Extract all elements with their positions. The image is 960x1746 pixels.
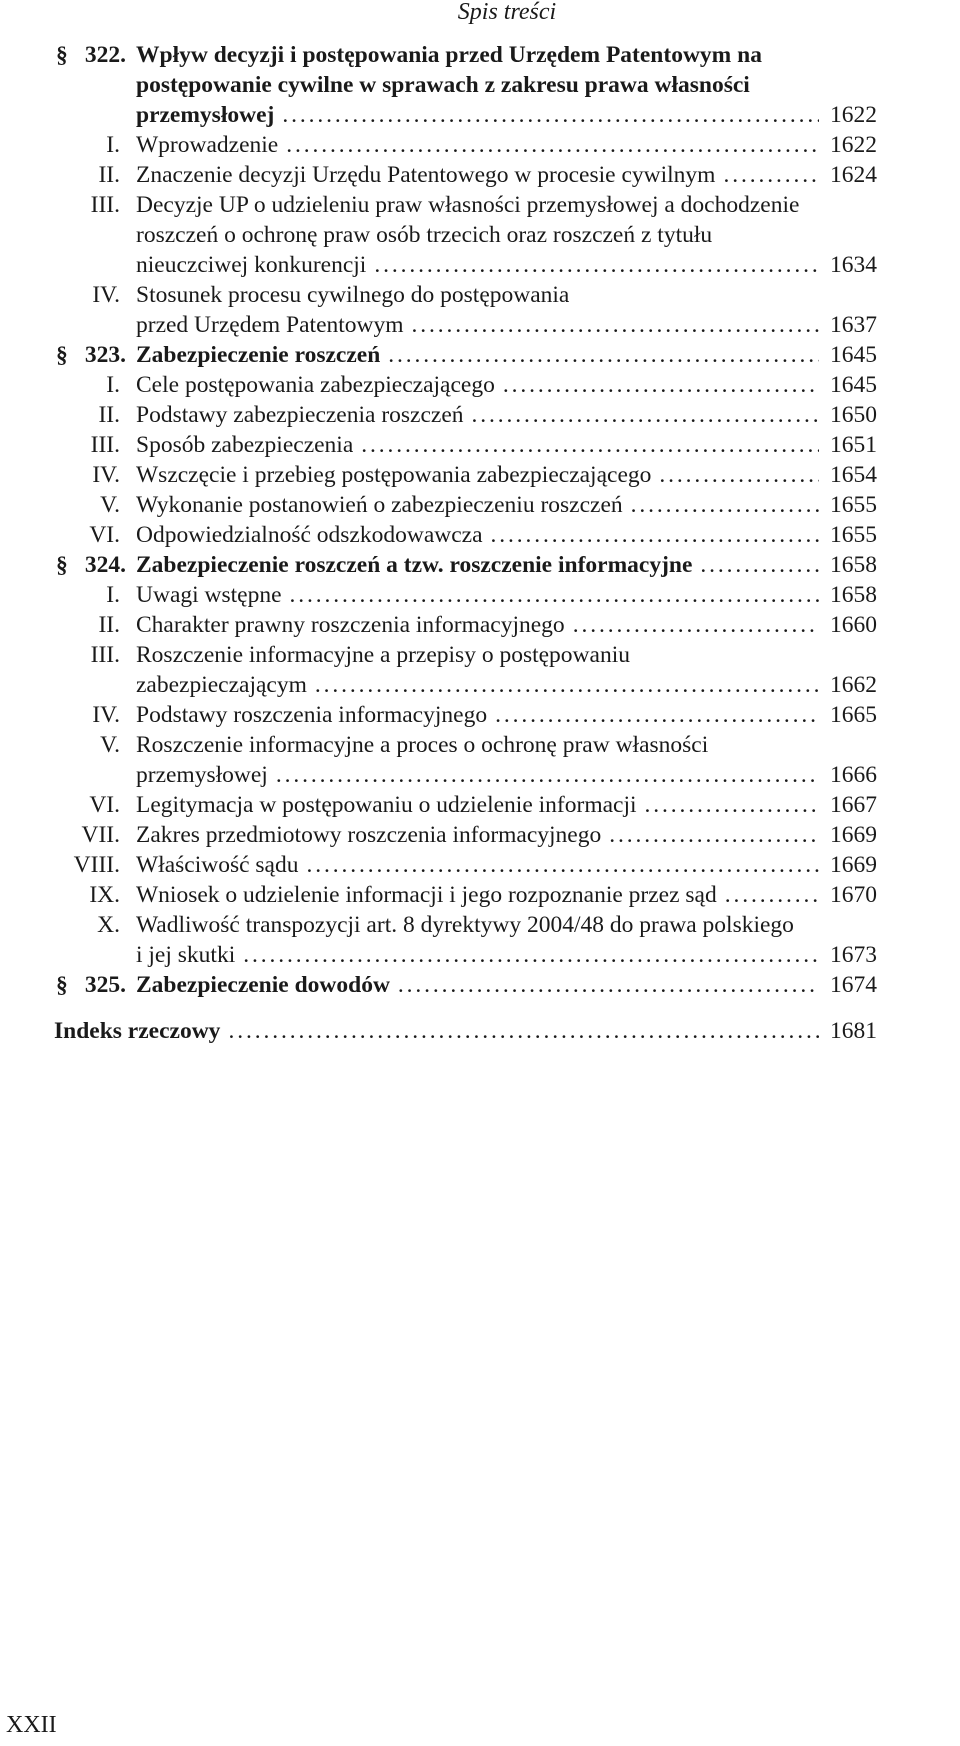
toc-entry-number: IX.	[89, 882, 120, 908]
toc-page-number: 1674	[830, 972, 877, 998]
dot-leader	[565, 610, 819, 640]
toc-entry-title: Podstawy roszczenia informacyjnego	[136, 702, 488, 728]
dot-leader	[464, 400, 819, 430]
toc-section-number: 325.	[84, 972, 126, 998]
running-header-title: Spis treści	[457, 0, 557, 25]
toc-entry-line	[136, 520, 877, 550]
dot-leader	[717, 880, 819, 910]
toc-index-entry[interactable]	[54, 1016, 877, 1046]
toc-entry-body	[136, 730, 877, 790]
toc-entry-line	[136, 130, 877, 160]
toc-entry-title: przed Urzędem Patentowym	[136, 312, 404, 338]
toc-entry-number: III.	[90, 642, 120, 668]
dot-leader	[235, 940, 819, 970]
toc-page-number: 1667	[830, 792, 877, 818]
toc-entry-number: IV.	[92, 282, 120, 308]
toc-entry-title: Wniosek o udzielenie informacji i jego rozpoznanie przez sąd	[136, 882, 717, 908]
dot-leader	[623, 490, 819, 520]
table-of-contents	[0, 40, 960, 1046]
toc-entry-body	[136, 580, 877, 610]
toc-page-number: 1634	[830, 252, 877, 278]
toc-item[interactable]	[0, 820, 960, 850]
toc-entry-line	[136, 100, 877, 130]
toc-entry-title: postępowanie cywilne w sprawach z zakresu prawa własności	[136, 72, 750, 98]
toc-entry-body	[136, 460, 877, 490]
toc-entry-body	[136, 970, 877, 1000]
toc-entry-line	[136, 160, 877, 190]
toc-entry-line	[136, 550, 877, 580]
dot-leader	[353, 430, 819, 460]
dot-leader	[404, 310, 819, 340]
toc-entry-line	[136, 940, 877, 970]
toc-entry-line	[136, 310, 877, 340]
toc-section[interactable]	[0, 970, 960, 1000]
dot-leader	[307, 670, 819, 700]
dot-leader	[220, 1016, 819, 1046]
index-page-number: 1681	[830, 1018, 877, 1044]
toc-entry-line	[136, 700, 877, 730]
dot-leader	[651, 460, 819, 490]
toc-item[interactable]	[0, 850, 960, 880]
toc-item[interactable]	[0, 460, 960, 490]
toc-entry-number: II.	[98, 612, 120, 638]
running-header	[0, 0, 960, 24]
dot-leader	[483, 520, 819, 550]
dot-leader	[390, 970, 819, 1000]
dot-leader	[282, 580, 819, 610]
toc-entry-body	[136, 430, 877, 460]
toc-entry-title: Stosunek procesu cywilnego do postępowania	[136, 282, 570, 308]
toc-entry-line	[136, 190, 877, 220]
toc-entry-title: Wpływ decyzji i postępowania przed Urzędem Patentowym na	[136, 42, 762, 68]
toc-entry-title: Zakres przedmiotowy roszczenia informacyjnego	[136, 822, 602, 848]
toc-item[interactable]	[0, 280, 960, 340]
toc-section-number: 322.	[84, 42, 126, 68]
toc-entry-line	[136, 880, 877, 910]
toc-page-number: 1666	[830, 762, 877, 788]
toc-entry-body	[136, 790, 877, 820]
toc-page-number: 1624	[830, 162, 877, 188]
toc-entry-number	[0, 340, 126, 370]
toc-entry-number: IV.	[92, 462, 120, 488]
toc-entry-line	[136, 70, 877, 100]
toc-entry-body	[136, 610, 877, 640]
toc-entry-number	[0, 550, 126, 580]
toc-entry-number: V.	[100, 492, 120, 518]
toc-item[interactable]	[0, 610, 960, 640]
toc-item[interactable]	[0, 580, 960, 610]
toc-entry-title: Odpowiedzialność odszkodowawcza	[136, 522, 483, 548]
toc-entry-number: II.	[98, 162, 120, 188]
toc-entry-title: Właściwość sądu	[136, 852, 299, 878]
toc-entry-body	[136, 280, 877, 340]
toc-entry-number	[0, 40, 126, 70]
toc-entry-line	[136, 580, 877, 610]
toc-entry-body	[136, 130, 877, 160]
toc-page-number: 1669	[830, 822, 877, 848]
toc-item[interactable]	[0, 490, 960, 520]
toc-item[interactable]	[0, 370, 960, 400]
toc-section-number: 323.	[84, 342, 126, 368]
dot-leader	[487, 700, 819, 730]
toc-entry-number: III.	[90, 432, 120, 458]
toc-entry-body	[136, 550, 877, 580]
section-sign: §	[56, 42, 68, 68]
toc-page-number: 1660	[830, 612, 877, 638]
dot-leader	[268, 760, 819, 790]
toc-entry-title: Sposób zabezpieczenia	[136, 432, 354, 458]
toc-item[interactable]	[0, 730, 960, 790]
toc-section[interactable]	[0, 340, 960, 370]
toc-entry-title: Znaczenie decyzji Urzędu Patentowego w procesie cywilnym	[136, 162, 716, 188]
dot-leader	[637, 790, 819, 820]
toc-entry-line	[136, 820, 877, 850]
toc-item[interactable]	[0, 160, 960, 190]
toc-entry-number: III.	[90, 192, 120, 218]
toc-entry-body	[136, 880, 877, 910]
toc-entry-title: roszczeń o ochronę praw osób trzecich oraz roszczeń z tytułu	[136, 222, 713, 248]
dot-leader	[366, 250, 819, 280]
dot-leader	[380, 340, 819, 370]
toc-entry-body	[136, 40, 877, 130]
toc-entry-body	[136, 490, 877, 520]
section-sign: §	[56, 552, 68, 578]
toc-entry-title: Zabezpieczenie roszczeń a tzw. roszczenie informacyjne	[136, 552, 693, 578]
toc-entry-title: Charakter prawny roszczenia informacyjnego	[136, 612, 565, 638]
toc-page-number: 1645	[830, 342, 877, 368]
toc-entry-body	[136, 160, 877, 190]
toc-entry-body	[136, 190, 877, 280]
toc-entry-body	[136, 850, 877, 880]
toc-entry-body	[136, 910, 877, 970]
toc-entry-number: I.	[106, 132, 120, 158]
toc-entry-number: IV.	[92, 702, 120, 728]
toc-entry-number: I.	[106, 372, 120, 398]
toc-entry-title: Zabezpieczenie dowodów	[136, 972, 390, 998]
toc-page-number: 1670	[830, 882, 877, 908]
toc-entry-line	[136, 430, 877, 460]
toc-item[interactable]	[0, 880, 960, 910]
toc-page-number: 1655	[830, 522, 877, 548]
toc-page-number: 1669	[830, 852, 877, 878]
toc-entry-number	[0, 970, 126, 1000]
toc-page-number: 1658	[830, 552, 877, 578]
toc-entry-number: X.	[97, 912, 120, 938]
toc-item[interactable]	[0, 430, 960, 460]
dot-leader	[278, 130, 819, 160]
toc-item[interactable]	[0, 640, 960, 700]
toc-entry-title: Uwagi wstępne	[136, 582, 282, 608]
toc-entry-line	[136, 280, 877, 310]
toc-entry-line	[136, 220, 877, 250]
toc-page-number: 1637	[830, 312, 877, 338]
toc-item[interactable]	[0, 520, 960, 550]
toc-entry-body	[136, 400, 877, 430]
toc-entry-line	[136, 460, 877, 490]
page-number: XXII	[6, 1712, 57, 1738]
toc-entry-number: VIII.	[73, 852, 120, 878]
toc-entry-number: V.	[100, 732, 120, 758]
toc-entry-number: VI.	[89, 792, 120, 818]
toc-entry-title: Wykonanie postanowień o zabezpieczeniu roszczeń	[136, 492, 623, 518]
toc-item[interactable]	[0, 400, 960, 430]
toc-item[interactable]	[0, 700, 960, 730]
toc-entry-body	[136, 340, 877, 370]
toc-entry-line	[136, 340, 877, 370]
toc-entry-number: II.	[98, 402, 120, 428]
dot-leader	[715, 160, 819, 190]
toc-entry-body	[136, 700, 877, 730]
toc-entry-title: Roszczenie informacyjne a proces o ochronę praw własności	[136, 732, 709, 758]
toc-section[interactable]	[0, 550, 960, 580]
toc-entry-line	[136, 970, 877, 1000]
toc-entry-title: i jej skutki	[136, 942, 236, 968]
toc-page-number: 1622	[830, 102, 877, 128]
dot-leader	[692, 550, 819, 580]
toc-entry-body	[136, 370, 877, 400]
toc-entry-title: Roszczenie informacyjne a przepisy o postępowaniu	[136, 642, 630, 668]
toc-entry-title: Podstawy zabezpieczenia roszczeń	[136, 402, 464, 428]
toc-entry-number: I.	[106, 582, 120, 608]
toc-section-number: 324.	[84, 552, 126, 578]
toc-item[interactable]	[0, 190, 960, 280]
toc-entry-line	[54, 1016, 877, 1046]
toc-page-number: 1650	[830, 402, 877, 428]
toc-entry-line	[136, 400, 877, 430]
toc-entry-number: VI.	[89, 522, 120, 548]
toc-entry-title: Wadliwość transpozycji art. 8 dyrektywy 2004/48 do prawa polskiego	[136, 912, 794, 938]
toc-entry-title: Decyzje UP o udzieleniu praw własności przemysłowej a dochodzenie	[136, 192, 800, 218]
toc-entry-line	[136, 40, 877, 70]
toc-page-number: 1654	[830, 462, 877, 488]
toc-entry-line	[136, 910, 877, 940]
dot-leader	[299, 850, 820, 880]
toc-entry-title: zabezpieczającym	[136, 672, 307, 698]
toc-page-number: 1651	[830, 432, 877, 458]
toc-page-number: 1655	[830, 492, 877, 518]
toc-entry-title: Zabezpieczenie roszczeń	[136, 342, 381, 368]
toc-entry-title: Wszczęcie i przebieg postępowania zabezpieczającego	[136, 462, 652, 488]
toc-item[interactable]	[0, 130, 960, 160]
spacer	[0, 1000, 960, 1016]
toc-entry-body	[136, 820, 877, 850]
toc-section[interactable]	[0, 40, 960, 130]
toc-entry-title: przemysłowej	[136, 102, 275, 128]
toc-entry-title: Cele postępowania zabezpieczającego	[136, 372, 495, 398]
toc-page-number: 1673	[830, 942, 877, 968]
toc-entry-line	[136, 730, 877, 760]
toc-entry-title: Legitymacja w postępowaniu o udzielenie informacji	[136, 792, 637, 818]
toc-entry-body	[136, 640, 877, 700]
dot-leader	[601, 820, 819, 850]
index-label: Indeks rzeczowy	[54, 1018, 221, 1044]
toc-page-number: 1622	[830, 132, 877, 158]
toc-entry-number: VII.	[81, 822, 120, 848]
toc-entry-line	[136, 610, 877, 640]
toc-entry-title: nieuczciwej konkurencji	[136, 252, 367, 278]
toc-item[interactable]	[0, 790, 960, 820]
toc-entry-title: przemysłowej	[136, 762, 268, 788]
dot-leader	[274, 100, 819, 130]
section-sign: §	[56, 972, 68, 998]
toc-entry-body	[136, 520, 877, 550]
toc-page-number: 1645	[830, 372, 877, 398]
section-sign: §	[56, 342, 68, 368]
toc-entry-line	[136, 370, 877, 400]
toc-entry-line	[136, 790, 877, 820]
toc-entry-line	[136, 670, 877, 700]
toc-entry-title: Wprowadzenie	[136, 132, 279, 158]
toc-entry-line	[136, 850, 877, 880]
toc-entry-line	[136, 760, 877, 790]
toc-entry-line	[136, 490, 877, 520]
toc-page-number: 1665	[830, 702, 877, 728]
toc-entry-line	[136, 640, 877, 670]
toc-page-number: 1658	[830, 582, 877, 608]
toc-entry-line	[136, 250, 877, 280]
toc-page-number: 1662	[830, 672, 877, 698]
dot-leader	[495, 370, 819, 400]
toc-item[interactable]	[0, 910, 960, 970]
